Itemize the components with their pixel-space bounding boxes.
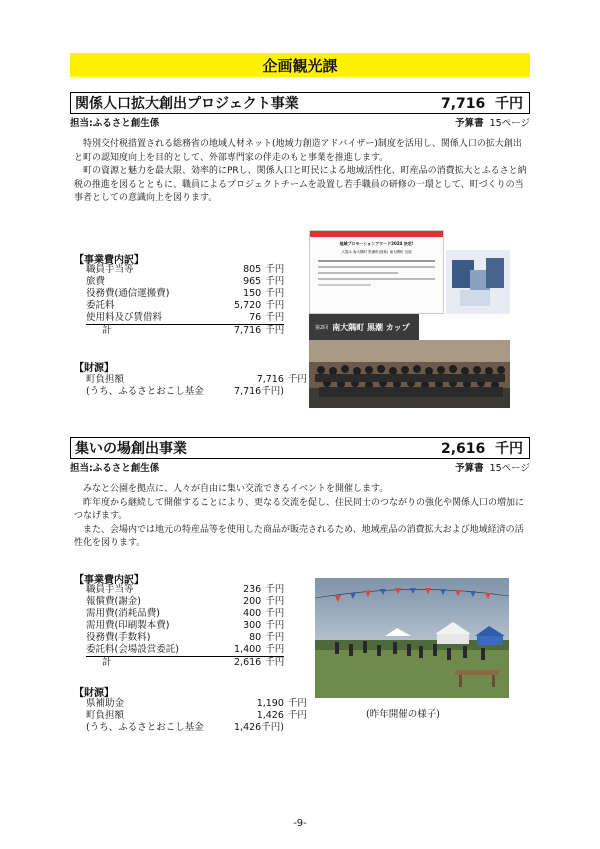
cost-amount: 200 (243, 596, 262, 607)
section-1-amount: 7,716 千円 (440, 96, 523, 112)
section-1-photo-collage (309, 230, 510, 408)
cost-amount: 400 (243, 608, 262, 619)
banner-text: 南大隅町 黒潮 カップ (332, 322, 410, 332)
cost-row (86, 312, 284, 325)
cost-total-unit: 千円 (265, 657, 285, 668)
cost-amount: 1,400 (226, 644, 261, 657)
cost-amount: 805 (243, 264, 262, 275)
award-line: 大賞は 南大隅町 黒潮町(仮称) 南大隅町 出展 (341, 250, 412, 254)
section-2-funding-table (86, 698, 307, 734)
funding-item: 町負担額 (86, 374, 125, 385)
funding-unit: 千円 (287, 374, 307, 385)
cost-amount: 80 (249, 632, 262, 643)
section-2-subheader (70, 460, 530, 474)
paragraph: 町の資源と魅力を最大限、効率的にPRし、関係人口と町民による地域活性化、町産品の消費拡大とふるさと納税の推進を図るとともに、職員によるプロジェクトチームを設置し若手職員の研修の一環として、町づくりの当事者としての意識向上を図ります。 (74, 166, 527, 203)
cost-total-unit: 千円 (265, 325, 285, 336)
funding-item: 町負担額 (86, 710, 125, 721)
section-1-subheader (70, 115, 530, 129)
cost-row (86, 608, 284, 620)
cost-unit: 千円 (265, 608, 285, 619)
funding-unit (284, 722, 307, 734)
paragraph: みなと公園を拠点に、人々が自由に集い交流できるイベントを開催します。 (83, 484, 389, 494)
banner-small-text: 第2回 (315, 324, 329, 331)
cost-total-row (86, 325, 284, 338)
paragraph: また、会場内では地元の特産品等を使用した商品が販売されるため、地域産品の消費拡大および地域経済の活性化を図ります。 (74, 524, 524, 548)
cost-total-label: 計 (102, 325, 112, 336)
cost-row (86, 584, 284, 596)
cost-unit: 千円 (265, 620, 285, 631)
cost-row (86, 620, 284, 632)
section-1-cost-label: 【事業費内訳】 (74, 255, 144, 266)
cost-amount: 300 (243, 620, 262, 631)
section-1-header (70, 92, 530, 114)
cost-amount: 236 (243, 584, 262, 595)
cost-row (86, 632, 284, 644)
funding-item: 県補助金 (86, 698, 125, 709)
cost-total-row (86, 657, 284, 670)
section-2-description (74, 483, 529, 551)
cost-row (86, 644, 284, 657)
funding-row (86, 374, 307, 386)
cost-unit: 千円 (265, 264, 285, 275)
funding-amount: 1,426千円) (234, 722, 284, 733)
funding-unit: 千円 (287, 698, 307, 709)
section-2-cost-label: 【事業費内訳】 (74, 575, 144, 586)
funding-row (86, 386, 307, 398)
cost-unit: 千円 (265, 632, 285, 643)
funding-item: (うち、ふるさとおこし基金 (86, 722, 204, 733)
cost-item: 報償費(謝金) (86, 596, 141, 607)
section-2-funding-label: 【財源】 (74, 688, 114, 699)
event-banner-image (309, 314, 419, 340)
section-2-amount: 2,616 千円 (440, 441, 523, 457)
funding-amount: 7,716千円) (234, 386, 284, 397)
product-photo (446, 250, 510, 314)
cost-amount: 76 (226, 312, 261, 325)
award-title: 地域プロモーションアワード2024 決定! (339, 241, 414, 246)
cost-row (86, 300, 284, 312)
section-1-budget-ref: 予算書 15ページ (455, 118, 530, 129)
cost-row (86, 596, 284, 608)
cost-unit: 千円 (265, 288, 285, 299)
funding-amount: 1,426 (256, 710, 284, 721)
section-1-owner: 担当:ふるさと創生係 (70, 118, 160, 129)
section-2-cost-table (86, 584, 284, 669)
cost-amount: 965 (243, 276, 262, 287)
paragraph: 特別交付税措置される総務省の地域人材ネット(地域力創造アドバイザー)制度を活用し、関係人口の拡大創出と町の認知度向上を目的として、外部専門家の伴走のもと事業を推進します。 (74, 139, 522, 163)
funding-row (86, 698, 307, 710)
cost-amount: 5,720 (234, 300, 262, 311)
cost-unit: 千円 (265, 300, 285, 311)
section-1-funding-table (86, 374, 307, 398)
department-banner: 企画観光課 (70, 53, 530, 77)
cost-item: 需用費(消耗品費) (86, 608, 160, 619)
funding-item: (うち、ふるさとおこし基金 (86, 386, 204, 397)
cost-item: 委託料(会場設営委託) (86, 644, 226, 657)
funding-row (86, 722, 307, 734)
cost-row (86, 264, 284, 276)
section-2-title: 集いの場創出事業 (75, 441, 187, 457)
cost-item: 役務費(手数料) (86, 632, 151, 643)
cost-unit: 千円 (265, 584, 285, 595)
section-2-owner: 担当:ふるさと創生係 (70, 463, 160, 474)
funding-amount: 1,190 (256, 698, 284, 709)
cost-amount: 150 (243, 288, 262, 299)
page-number: -9- (293, 818, 307, 829)
section-1-funding-label: 【財源】 (74, 363, 114, 374)
cost-unit: 千円 (261, 312, 284, 325)
cost-item: 職員手当等 (86, 264, 134, 275)
section-2-header (70, 437, 530, 459)
cost-unit: 千円 (265, 276, 285, 287)
cost-unit: 千円 (261, 644, 284, 657)
cost-total-amount: 7,716 (234, 325, 262, 336)
cost-row (86, 288, 284, 300)
paragraph: 昨年度から継続して開催することにより、更なる交流を促し、住民同士のつながりの強化や関係人口の増加につなげます。 (74, 497, 525, 521)
funding-amount: 7,716 (256, 374, 284, 385)
funding-unit (284, 386, 307, 398)
cost-item: 職員手当等 (86, 584, 134, 595)
event-photo (315, 578, 509, 698)
award-document-image (309, 230, 444, 314)
funding-unit: 千円 (287, 710, 307, 721)
funding-row (86, 710, 307, 722)
cost-total-label: 計 (102, 657, 112, 668)
cost-row (86, 276, 284, 288)
cost-item: 旅費 (86, 276, 106, 287)
section-2-budget-ref: 予算書 15ページ (455, 463, 530, 474)
section-1-cost-table (86, 264, 284, 337)
cost-total-amount: 2,616 (234, 657, 262, 668)
cost-item: 需用費(印刷製本費) (86, 620, 170, 631)
group-photo (309, 340, 510, 408)
section-1-title: 関係人口拡大創出プロジェクト事業 (75, 96, 299, 112)
section-1-description (74, 138, 529, 206)
cost-item: 役務費(通信運搬費) (86, 288, 170, 299)
event-photo-caption: (昨年開催の様子) (366, 709, 440, 720)
cost-item: 委託料 (86, 300, 115, 311)
cost-unit: 千円 (265, 596, 285, 607)
cost-item: 使用料及び賃借料 (86, 312, 226, 325)
